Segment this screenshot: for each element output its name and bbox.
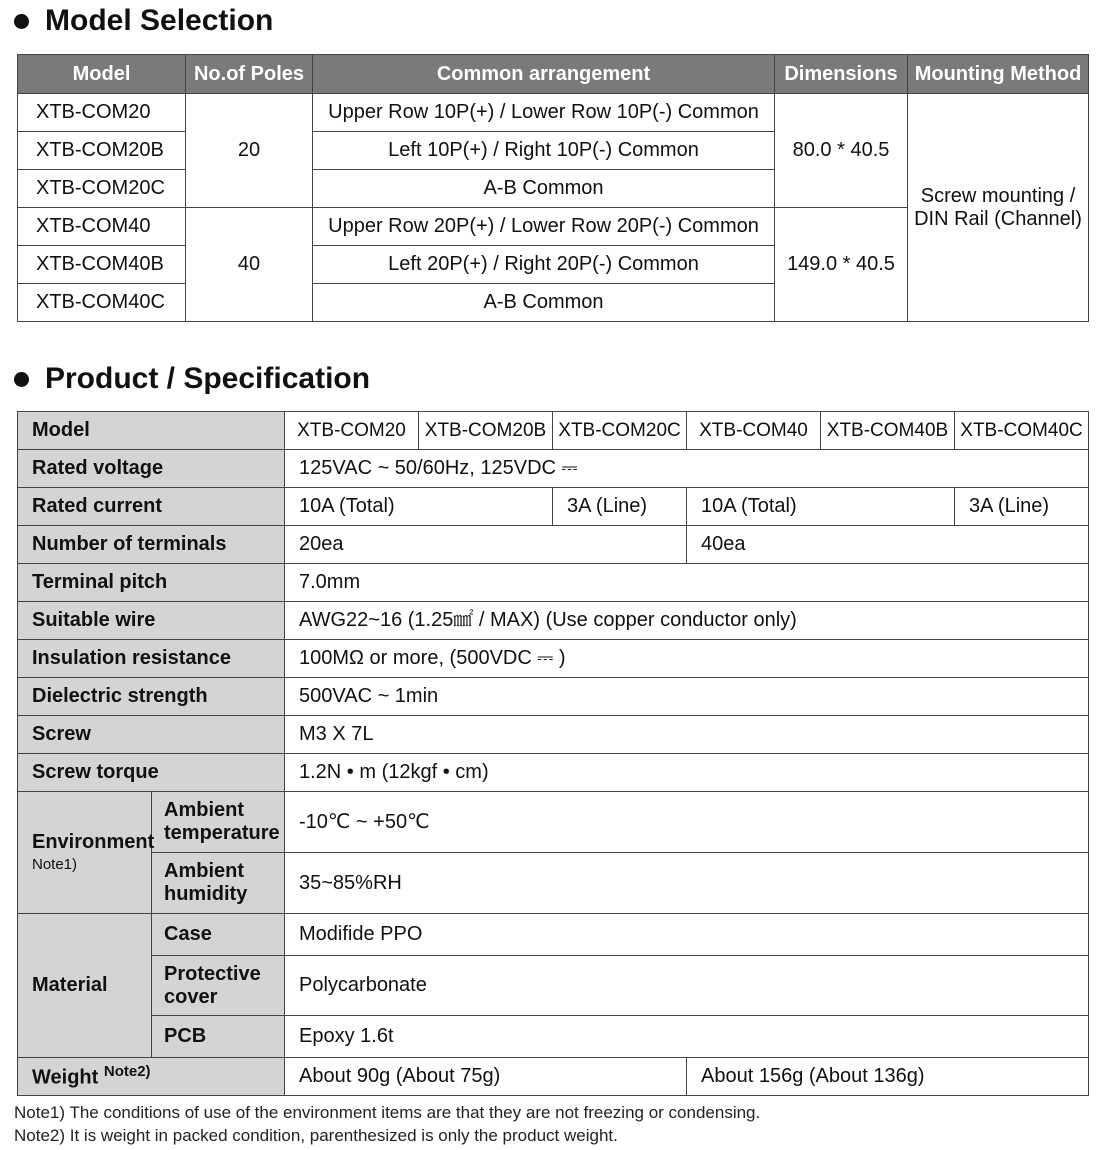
value-cell: 40ea xyxy=(687,526,1089,564)
model-selection-table xyxy=(17,54,1089,322)
bullet-icon xyxy=(14,14,29,29)
row-label: PCB xyxy=(152,1016,285,1058)
row-label: Number of terminals xyxy=(18,526,285,564)
row-label: Suitable wire xyxy=(18,602,285,640)
material-label: Material xyxy=(18,914,152,1058)
dimensions-cell: 80.0 * 40.5 xyxy=(775,94,908,208)
row-label: Case xyxy=(152,914,285,956)
footnote-1: Note1) The conditions of use of the environment items are that they are not freezing or condensing. xyxy=(14,1103,761,1122)
row-label: Rated current xyxy=(18,488,285,526)
weight-label xyxy=(18,1058,285,1096)
product-spec-title: Product / Specification xyxy=(45,362,371,395)
model-cell: XTB-COM20 xyxy=(18,94,186,132)
row-label: Ambient temperature xyxy=(152,792,285,853)
model-cell: XTB-COM20B xyxy=(419,412,553,450)
arrangement-cell: Upper Row 10P(+) / Lower Row 10P(-) Common xyxy=(313,94,775,132)
value-cell: Polycarbonate xyxy=(285,956,1089,1016)
column-header: Model xyxy=(18,55,186,94)
arrangement-cell: Left 20P(+) / Right 20P(-) Common xyxy=(313,246,775,284)
value-cell: About 156g (About 136g) xyxy=(687,1058,1089,1096)
table-row xyxy=(18,853,1089,914)
row-label: Screw torque xyxy=(18,754,285,792)
value-cell: AWG22~16 (1.25㎟ / MAX) (Use copper conductor only) xyxy=(285,602,1089,640)
table-row xyxy=(18,914,1089,956)
note1-marker: Note1) xyxy=(32,856,78,874)
table-row xyxy=(18,716,1089,754)
model-cell: XTB-COM40B xyxy=(18,246,186,284)
value-cell: Epoxy 1.6t xyxy=(285,1016,1089,1058)
table-row xyxy=(18,564,1089,602)
arrangement-cell: Upper Row 20P(+) / Lower Row 20P(-) Common xyxy=(313,208,775,246)
bullet-icon xyxy=(14,372,29,387)
model-cell: XTB-COM20C xyxy=(18,170,186,208)
note2-marker: Note2) xyxy=(103,1063,151,1081)
table-row xyxy=(18,94,1089,132)
model-cell: XTB-COM20C xyxy=(553,412,687,450)
model-cell: XTB-COM40B xyxy=(821,412,955,450)
row-label: Insulation resistance xyxy=(18,640,285,678)
weight-label-text: Weight xyxy=(32,1066,99,1089)
table-row xyxy=(18,678,1089,716)
table-row xyxy=(18,526,1089,564)
arrangement-cell: A-B Common xyxy=(313,284,775,322)
column-header: Dimensions xyxy=(775,55,908,94)
table-row xyxy=(18,488,1089,526)
value-cell: 100MΩ or more, (500VDC ⎓ ) xyxy=(285,640,1089,678)
row-label: Terminal pitch xyxy=(18,564,285,602)
model-cell: XTB-COM20 xyxy=(285,412,419,450)
model-selection-heading xyxy=(14,4,273,38)
column-header: No.of Poles xyxy=(186,55,313,94)
table-row xyxy=(18,602,1089,640)
value-cell: 10A (Total) xyxy=(687,488,955,526)
value-cell: 35~85%RH xyxy=(285,853,1089,914)
column-header: Mounting Method xyxy=(908,55,1089,94)
value-cell: M3 X 7L xyxy=(285,716,1089,754)
model-selection-title: Model Selection xyxy=(45,4,274,37)
table-header-row xyxy=(18,55,1089,94)
environment-label-text: Environment xyxy=(32,831,155,854)
value-cell: 500VAC ~ 1min xyxy=(285,678,1089,716)
value-cell: -10℃ ~ +50℃ xyxy=(285,792,1089,853)
table-row xyxy=(18,956,1089,1016)
specification-table xyxy=(17,411,1089,1096)
value-cell: 3A (Line) xyxy=(955,488,1089,526)
row-label: Dielectric strength xyxy=(18,678,285,716)
model-cell: XTB-COM40 xyxy=(687,412,821,450)
arrangement-cell: Left 10P(+) / Right 10P(-) Common xyxy=(313,132,775,170)
value-cell: About 90g (About 75g) xyxy=(285,1058,687,1096)
value-cell: 7.0mm xyxy=(285,564,1089,602)
value-cell: 1.2N • m (12kgf • cm) xyxy=(285,754,1089,792)
column-header: Common arrangement xyxy=(313,55,775,94)
footnotes xyxy=(14,1101,760,1147)
product-spec-heading xyxy=(14,362,370,396)
table-row xyxy=(18,412,1089,450)
row-label: Model xyxy=(18,412,285,450)
poles-cell: 40 xyxy=(186,208,313,322)
model-cell: XTB-COM40C xyxy=(18,284,186,322)
row-label: Rated voltage xyxy=(18,450,285,488)
value-cell: 20ea xyxy=(285,526,687,564)
model-cell: XTB-COM40C xyxy=(955,412,1089,450)
mounting-method-cell: Screw mounting / DIN Rail (Channel) xyxy=(908,94,1089,322)
table-row xyxy=(18,754,1089,792)
dimensions-cell: 149.0 * 40.5 xyxy=(775,208,908,322)
poles-cell: 20 xyxy=(186,94,313,208)
environment-label xyxy=(18,792,155,914)
row-label: Ambient humidity xyxy=(152,853,285,914)
row-label: Screw xyxy=(18,716,285,754)
model-cell: XTB-COM20B xyxy=(18,132,186,170)
row-label: Protective cover xyxy=(152,956,285,1016)
footnote-2: Note2) It is weight in packed condition, parenthesized is only the product weight. xyxy=(14,1126,618,1145)
table-row xyxy=(18,450,1089,488)
value-cell: Modifide PPO xyxy=(285,914,1089,956)
table-row xyxy=(18,1058,1089,1096)
value-cell: 10A (Total) xyxy=(285,488,553,526)
model-cell: XTB-COM40 xyxy=(18,208,186,246)
arrangement-cell: A-B Common xyxy=(313,170,775,208)
value-cell: 3A (Line) xyxy=(553,488,687,526)
table-row xyxy=(18,1016,1089,1058)
table-row xyxy=(18,792,1089,853)
table-row xyxy=(18,640,1089,678)
value-cell: 125VAC ~ 50/60Hz, 125VDC ⎓ xyxy=(285,450,1089,488)
